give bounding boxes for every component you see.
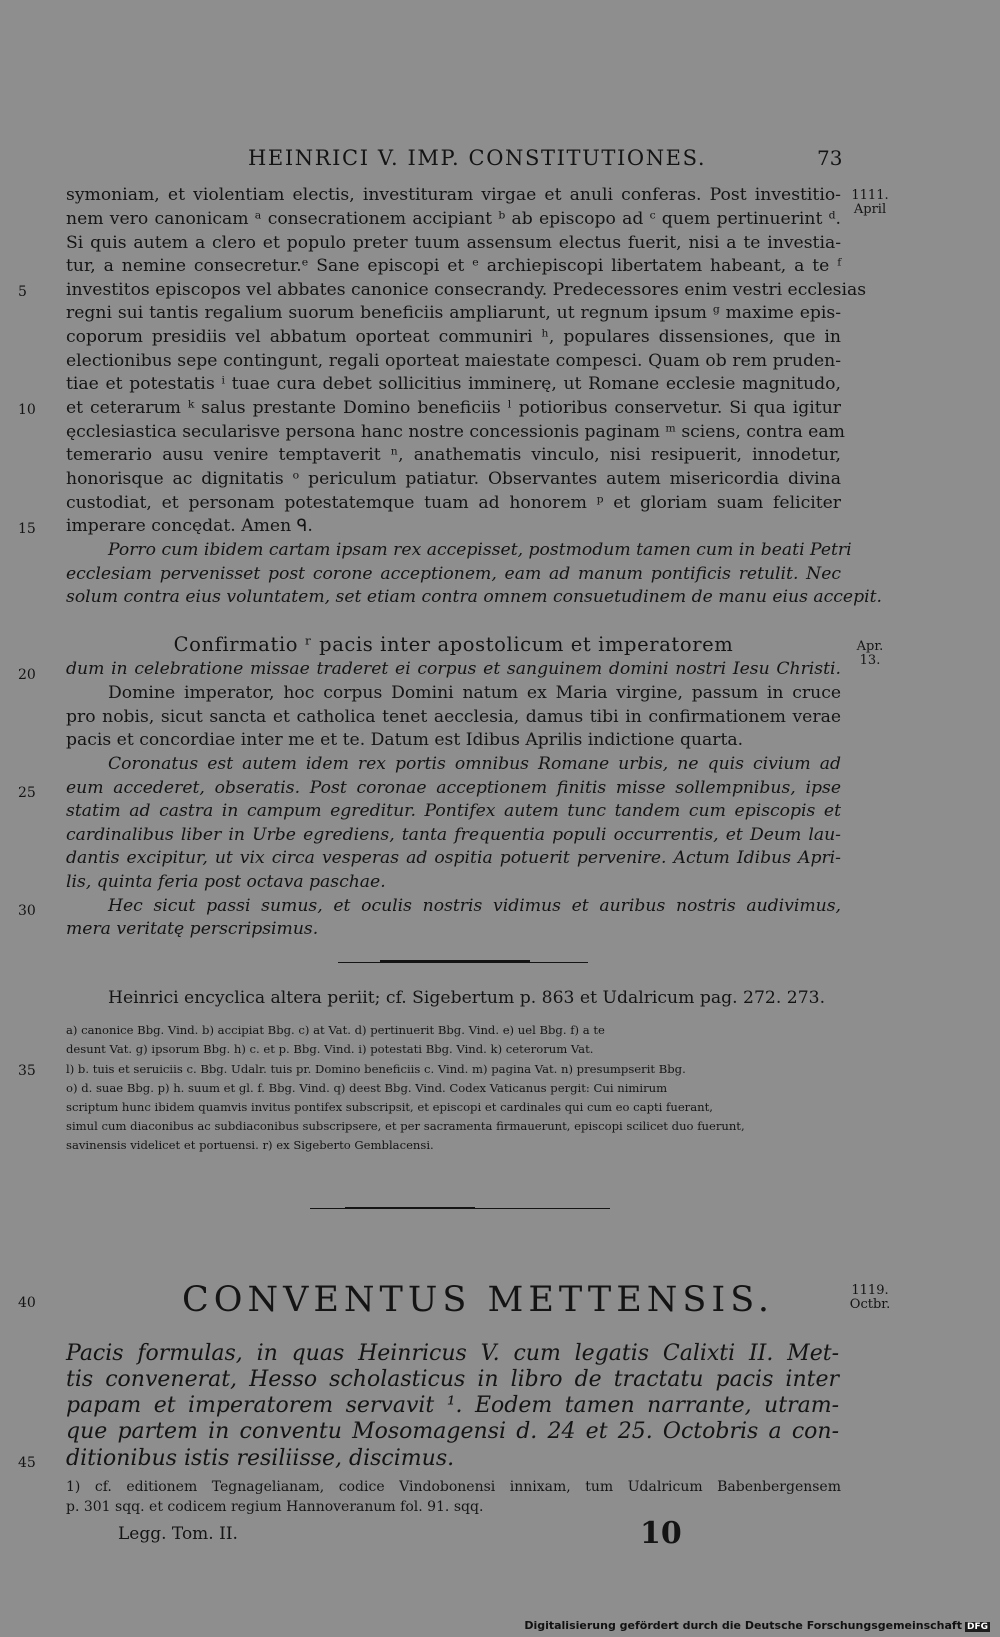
italic-line: dantis excipitur, ut vix circa vesperas ad ospitia potuerit pervenire. Actum Idibus Apri- xyxy=(66,848,841,868)
margin-date-1 xyxy=(844,189,896,217)
intro-footnote-line: p. 301 sqq. et codicem regium Hannoveranum fol. 91. sqq. xyxy=(66,1499,484,1515)
footnote-line: l) b. tuis et seruiciis c. Bbg. Udalr. tuis pr. Domino beneficiis c. Vind. m) pagina Vat. n) presumpserit Bbg. xyxy=(66,1062,686,1076)
text-line: pacis et concordiae inter me et te. Datum est Idibus Aprilis indictione quarta. xyxy=(66,730,744,750)
line-number: 45 xyxy=(18,1455,36,1471)
note-line: Heinrici encyclica altera periit; cf. Sigebertum p. 863 et Udalricum pag. 272. 273. xyxy=(108,988,826,1008)
italic-line: dum in celebratione missae traderet ei corpus et sanguinem domini nostri Iesu Christi. xyxy=(66,659,841,679)
margin-date-2 xyxy=(844,640,896,668)
italic-line: eum accederet, obseratis. Post coronae acceptionem finitis misse sollempnibus, ipse xyxy=(66,778,841,798)
line-number: 10 xyxy=(18,402,36,418)
intro-footnote-line: 1) cf. editionem Tegnagelianam, codice Vindobonensi innixam, tum Udalricum Babenbergensem xyxy=(66,1479,841,1495)
footnote-line: a) canonice Bbg. Vind. b) accipiat Bbg. c) at Vat. d) pertinuerit Bbg. Vind. e) uel Bbg. f) a te xyxy=(66,1023,605,1037)
italic-line: ecclesiam pervenisset post corone acceptionem, eam ad manum pontificis retulit. Nec xyxy=(66,564,841,584)
margin-date-3-year: 1119. xyxy=(851,1283,889,1298)
line-number: 5 xyxy=(18,284,27,300)
italic-line: Coronatus est autem idem rex portis omnibus Romane urbis, ne quis civium ad xyxy=(108,754,841,774)
running-title: HEINRICI V. IMP. CONSTITUTIONES. xyxy=(248,146,707,170)
dfg-logo: DFG xyxy=(966,1622,988,1632)
line-number: 40 xyxy=(18,1295,36,1311)
text-line: honorisque ac dignitatis ᵒ periculum patiatur. Observantes autem misericordia divina xyxy=(66,469,841,489)
footnote-line: savinensis videlicet et portuensi. r) ex Sigeberto Gemblacensi. xyxy=(66,1138,434,1152)
text-line: Domine imperator, hoc corpus Domini natum ex Maria virgine, passum in cruce xyxy=(108,683,841,703)
line-number: 15 xyxy=(18,521,36,537)
margin-date-3 xyxy=(844,1284,896,1312)
italic-line: statim ad castra in campum egreditur. Pontifex autem tunc tandem cum episcopis et xyxy=(66,801,841,821)
page-number: 73 xyxy=(817,146,843,170)
margin-date-2-month: Apr. xyxy=(856,639,884,654)
text-line: custodiat, et personam potestatemque tuam ad honorem ᵖ et gloriam suam feliciter xyxy=(66,493,841,513)
intro-line: Pacis formulas, in quas Heinricus V. cum legatis Calixti II. Met- xyxy=(66,1341,839,1366)
sheet-signature: 10 xyxy=(640,1516,682,1551)
text-line: coporum presidiis vel abbatum oporteat communiri ʰ, populares dissensiones, que in xyxy=(66,327,841,347)
margin-date-3-month: Octbr. xyxy=(849,1297,891,1312)
text-line: regni sui tantis regalium suorum beneficiis ampliarunt, ut regnum ipsum ᵍ maxime epis- xyxy=(66,303,841,323)
italic-line: Hec sicut passi sumus, et oculis nostris vidimus et auribus nostris audivimus, xyxy=(108,896,841,916)
italic-line: solum contra eius voluntatem, set etiam contra omnem consuetudinem de manu eius accepit. xyxy=(66,587,882,607)
text-line: nem vero canonicam ᵃ consecrationem accipiant ᵇ ab episcopo ad ᶜ quem pertinuerint ᵈ. xyxy=(66,209,841,229)
margin-date-1-year: 1111. xyxy=(851,188,889,203)
text-line: imperare concędat. Amen ᑫ. xyxy=(66,516,313,536)
text-line: temerario ausu venire temptaverit ⁿ, anathematis vinculo, nisi resipuerit, innodetur, xyxy=(66,445,841,465)
text-line: pro nobis, sicut sancta et catholica tenet aecclesia, damus tibi in confirmationem verae xyxy=(66,707,841,727)
italic-line: mera veritatę perscripsimus. xyxy=(66,919,319,939)
text-line: ęcclesiastica secularisve persona hanc nostre concessionis paginam ᵐ sciens, contra eam xyxy=(66,422,845,442)
line-number: 20 xyxy=(18,667,36,683)
footnote-line: o) d. suae Bbg. p) h. suum et gl. f. Bbg. Vind. q) deest Bbg. Vind. Codex Vaticanus pergit: Cui nimirum xyxy=(66,1081,668,1095)
text-line: tiae et potestatis ⁱ tuae cura debet sollicitius imminerę, ut Romane ecclesie magnitudo, xyxy=(66,374,841,394)
volume-signature: Legg. Tom. II. xyxy=(118,1524,238,1544)
intro-line: papam et imperatorem servavit ¹. Eodem tamen narrante, utram- xyxy=(66,1393,839,1418)
dfg-funding-note xyxy=(524,1619,990,1632)
text-line: Si quis autem a clero et populo preter tuum assensum electus fuerit, nisi a te investia- xyxy=(66,233,841,253)
separator-rule-thick xyxy=(380,960,530,963)
text-line: et ceterarum ᵏ salus prestante Domino beneficiis ˡ potioribus conservetur. Si qua igitur xyxy=(66,398,841,418)
footnote-line: scriptum hunc ibidem quamvis invitus pontifex subscripsit, et episcopi et cardinales qui cum eo capti fuerant, xyxy=(66,1100,713,1114)
italic-line: Porro cum ibidem cartam ipsam rex accepisset, postmodum tamen cum in beati Petri xyxy=(108,540,852,560)
line-number: 30 xyxy=(18,903,36,919)
margin-date-2-day: 13. xyxy=(859,653,881,668)
footnote-line: desunt Vat. g) ipsorum Bbg. h) c. et p. Bbg. Vind. i) potestati Bbg. Vind. k) ceterorum Vat. xyxy=(66,1042,594,1056)
text-line: electionibus sepe contingunt, regali oporteat maiestate compesci. Quam ob rem pruden- xyxy=(66,351,841,371)
intro-line: tis convenerat, Hesso scholasticus in libro de tractatu pacis inter xyxy=(66,1367,839,1392)
italic-line: lis, quinta feria post octava paschae. xyxy=(66,872,386,892)
footnote-line: simul cum diaconibus ac subdiaconibus subscripsere, et per sacramenta firmauerunt, episcopi scilicet duo fuerunt, xyxy=(66,1119,745,1133)
text-line: investitos episcopos vel abbates canonice consecrandy. Predecessores enim vestri ecclesias xyxy=(66,280,867,300)
line-number: 25 xyxy=(18,785,36,801)
running-head xyxy=(0,146,1000,176)
line-number: 35 xyxy=(18,1063,36,1079)
text-line: symoniam, et violentiam electis, investituram virgae et anuli conferas. Post investitio- xyxy=(66,185,841,205)
conventus-title: CONVENTUS METTENSIS. xyxy=(182,1280,775,1320)
section-heading: Confirmatio ʳ pacis inter apostolicum et imperatorem xyxy=(173,633,734,656)
separator-rule-2-thick xyxy=(345,1207,475,1209)
intro-line: que partem in conventu Mosomagensi d. 24 et 25. Octobris a con- xyxy=(66,1419,839,1444)
italic-line: cardinalibus liber in Urbe egrediens, tanta frequentia populi occurrentis, et Deum lau- xyxy=(66,825,841,845)
margin-date-1-month: April xyxy=(853,202,887,217)
dfg-text: Digitalisierung gefördert durch die Deutsche Forschungsgemeinschaft xyxy=(524,1619,962,1632)
intro-line: ditionibus istis resiliisse, discimus. xyxy=(66,1446,455,1471)
text-line: tur, a nemine consecretur.ᵉ Sane episcopi et ᵉ archiepiscopi libertatem habeant, a te ᶠ xyxy=(66,256,841,276)
